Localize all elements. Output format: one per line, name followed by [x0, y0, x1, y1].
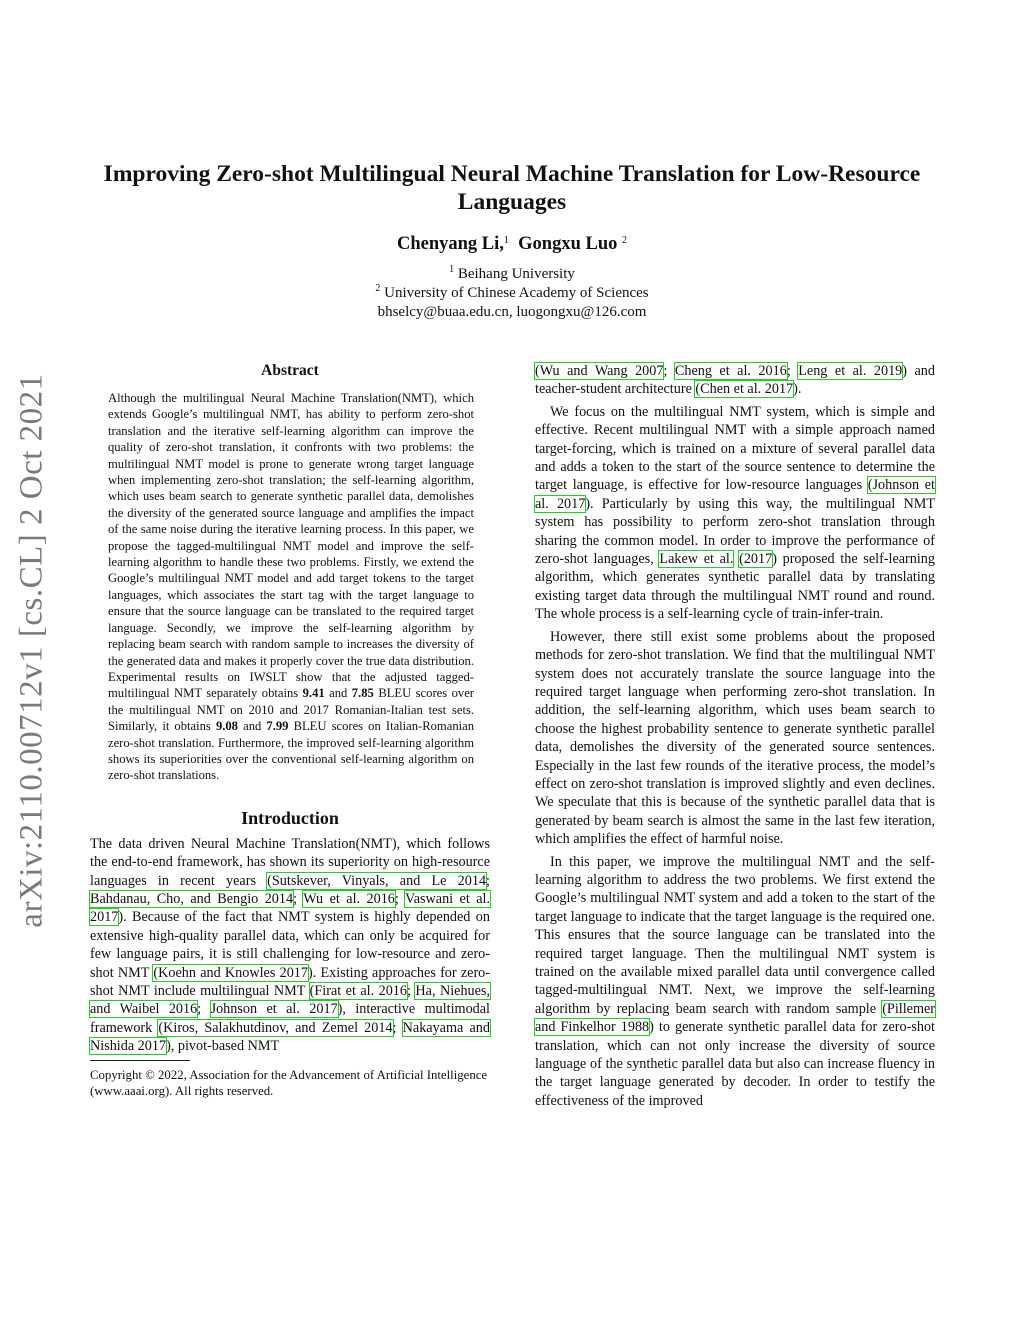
abstract-heading: Abstract [261, 362, 319, 379]
continued-paragraph: (Wu and Wang 2007; Cheng et al. 2016; Leng et al. 2019) and teacher-student architecture (Chen et al. 2017). [535, 363, 935, 398]
intro-paragraph-3: However, there still exist some problems about the proposed methods for zero-shot translation. We find that the multilingual NMT system does not accurately translate the source language into the required target language when performing zero-shot translation. In addition, the self-learning algorithm, which uses beam search to choose the highest probability sentence to generate synthetic parallel data, demolishes the diversity of the generated source sentences. Especially in the last few rounds of the iterative process, the model’s effect on zero-shot translation is improved slightly and even declines. We speculate that this is because of the synthetic parallel data that is generated by beam search is almost the same in the last few iteration, which amplifies the effect of harmful noise. [535, 628, 935, 848]
author-2: Gongxu Luo [518, 234, 618, 254]
citation-link[interactable]: (2017 [739, 551, 773, 568]
left-column [90, 362, 490, 1099]
affiliations [80, 265, 944, 322]
arxiv-identifier-text: arXiv:2110.00712v1 [cs.CL] 2 Oct 2021 [13, 372, 50, 928]
author-2-sup: 2 [622, 235, 628, 246]
intro-paragraph-1: The data driven Neural Machine Translation(NMT), which follows the end-to-end framework, has shown its superiority on high-resource languages in recent years (Sutskever, Vinyals, and Le 2014; Bahdanau, Cho, and Bengio 2014; Wu et al. 2016; Vaswani et al. 2017). Because of the fact that NMT system is highly depended on extensive high-quality parallel data, which can only be acquired for few language pairs, it is still challenging for low-resource and zero-shot NMT (Koehn and Knowles 2017). Existing approaches for zero-shot NMT include multilingual NMT (Firat et al. 2016; Ha, Niehues, and Waibel 2016; Johnson et al. 2017), interactive multimodal framework (Kiros, Salakhutdinov, and Zemel 2014; Nakayama and Nishida 2017), pivot-based NMT [90, 835, 491, 1055]
citation-link[interactable]: (Pillemer and Finkelhor 1988 [535, 1000, 935, 1036]
abstract-body: Although the multilingual Neural Machine Translation(NMT), which extends Google’s multilingual NMT, has ability to perform zero-shot translation and the iterative self-learning algorithm can improve the quality of zero-shot translation, it confronts with two problems: the multilingual NMT model is prone to generate wrong target language when implementing zero-shot translation; the self-learning algorithm, which uses beam search to generate synthetic parallel data, demolishes the diversity of the generated source language and amplifies the impact of the same noise during the iterative learning process. In this paper, we propose the tagged-multilingual NMT model and improve the self-learning algorithm to handle these two problems. Firstly, we extend the Google’s multilingual NMT model and add target tokens to the target languages, which associates the start tag with the target language to ensure that the source language can be translated to the required target language. Secondly, we improve the self-learning algorithm by replacing beam search with random sample to increases the diversity of the generated data and makes it properly cover the true data distribution. Experimental results on IWSLT show that the adjusted tagged-multilingual NMT separately obtains 9.41 and 7.85 BLEU scores over the multilingual NMT on 2010 and 2017 Romanian-Italian test sets. Similarly, it obtains 9.08 and 7.99 BLEU scores on Italian-Romanian zero-shot translation. Furthermore, the improved self-learning algorithm shows its superiorities over the conventional self-learning algorithm on zero-shot translations. [108, 391, 475, 783]
citation-link[interactable]: (Kiros, Salakhutdinov, and Zemel 2014 [158, 1019, 393, 1036]
citation-link[interactable]: Johnson et al. 2017 [210, 1001, 338, 1018]
citation-link[interactable]: Nakayama and Nishida 2017 [90, 1019, 490, 1055]
citation-link[interactable]: (Koehn and Knowles 2017 [153, 964, 308, 981]
intro-paragraph-2: We focus on the multilingual NMT system, which is simple and effective. Recent multilingual NMT with a simple approach named target-forcing, which is trained on a mixture of several parallel data and adds a token to the start of the source sentence to determine the target language, is effective for low-resource languages (Johnson et al. 2017). Particularly by using this way, the multilingual NMT system has possibility to perform zero-shot translation through sharing the common model. In order to improve the performance of zero-shot languages, Lakew et al. (2017) proposed the self-learning algorithm, which generates synthetic parallel data by translating existing target data through the multilingual NMT round and round. The whole process is a self-learning cycle of train-infer-train. [535, 403, 935, 623]
author-emails: bhselcy@buaa.edu.cn, luogongxu@126.com [377, 304, 647, 320]
author-1: Chenyang Li, [396, 234, 504, 254]
citation-link[interactable]: Lakew et al. [659, 551, 734, 568]
citation-link[interactable]: Bahdanau, Cho, and Bengio 2014 [90, 890, 294, 907]
citation-link[interactable]: (Johnson et al. 2017 [535, 477, 935, 512]
affiliation-2: $^2$ University of Chinese Academy of Sciences [375, 283, 649, 301]
introduction-heading: Introduction [241, 807, 339, 828]
affiliation-1: $^1$ Beihang University [449, 264, 575, 282]
paper-title: Improving Zero-shot Multilingual Neural Machine Translation for Low-Resource Languages [103, 161, 921, 215]
right-column [535, 362, 935, 1110]
copyright-footnote: Copyright © 2022, Association for the Advancement of Artificial Intelligence (www.aaai.org). All rights reserved. [90, 1067, 488, 1098]
citation-link[interactable]: (Chen et al. 2017 [695, 381, 794, 398]
citation-link[interactable]: (Sutskever, Vinyals, and Le 2014 [267, 872, 487, 889]
arxiv-identifier [10, 370, 54, 930]
citation-link[interactable]: (Firat et al. 2016 [309, 983, 407, 999]
citation-link[interactable]: Leng et al. 2019 [798, 363, 903, 379]
intro-paragraph-4: In this paper, we improve the multilingual NMT and the self-learning algorithm to address the two problems. We first extend the Google’s multilingual NMT system and add a token to the start of the target language to indicate that the target language is the required one. This ensures that the source language can be translated into the required target language. Then the multilingual NMT system is trained on the available mixed parallel data until convergence called tagged-multilingual NMT. Next, we improve the self-learning algorithm by replacing beam search with random sample (Pillemer and Finkelhor 1988) to generate synthetic parallel data for zero-shot translation, which can not only increase the diversity of source language of the synthetic parallel data but also can increase fluency in the target language generated by decoder. In order to testify the effectiveness of the improved [535, 853, 935, 1109]
citation-link[interactable]: (Wu and Wang 2007 [535, 363, 664, 379]
footnote-divider [90, 1060, 190, 1061]
author-1-sup: 1 [503, 235, 509, 246]
citation-link[interactable]: Vaswani et al. 2017 [90, 890, 491, 926]
citation-link[interactable]: Ha, Niehues, and Waibel 2016 [90, 983, 491, 1018]
citation-link[interactable]: Wu et al. 2016 [303, 890, 395, 907]
citation-link[interactable]: Cheng et al. 2016 [674, 363, 787, 379]
author-line [80, 234, 944, 255]
